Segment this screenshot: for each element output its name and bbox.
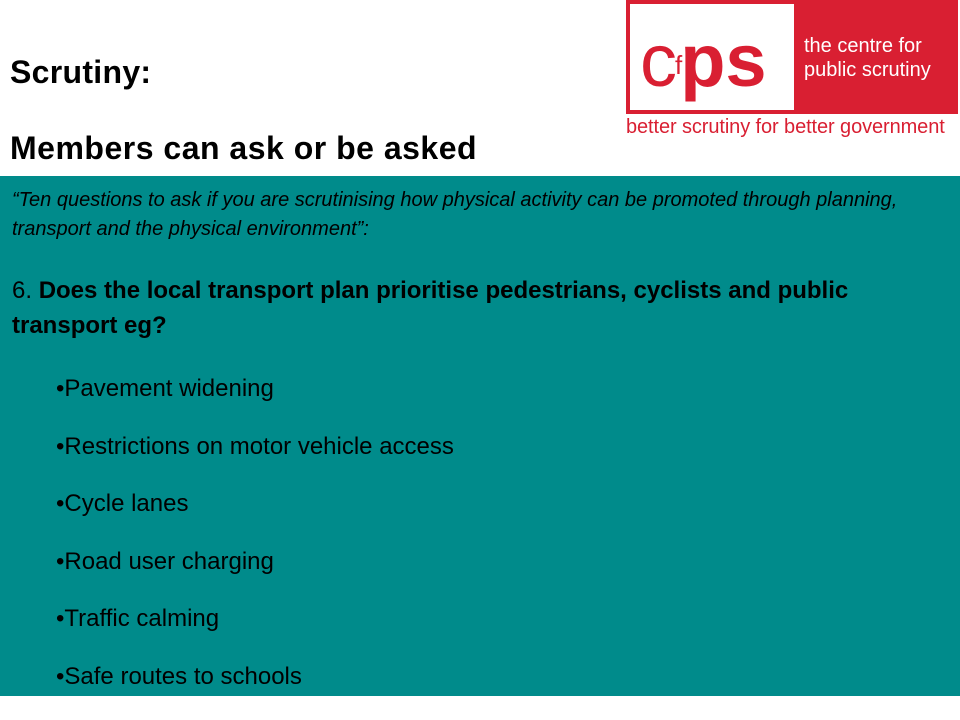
logo-name-line1: the centre for (804, 35, 922, 57)
question-text (12, 273, 932, 343)
list-item: • Traffic calming (56, 599, 454, 657)
list-item: • Restrictions on motor vehicle access (56, 427, 454, 485)
list-item: • Pavement widening (56, 369, 454, 427)
list-item: • Road user charging (56, 542, 454, 600)
logo-mark: $c^fps$ (640, 19, 767, 102)
logo-tagline: better scrutiny for better government (626, 116, 945, 138)
cfps-logo (626, 0, 960, 148)
logo-red-box (626, 0, 958, 114)
question-body: Does the local transport plan prioritise pedestrians, cyclists and public transport eg? (12, 277, 849, 339)
question-number: 6. (12, 277, 33, 304)
slide-title: Scrutiny: (10, 54, 152, 90)
list-item: • Safe routes to schools (56, 657, 454, 715)
logo-organisation-name (804, 34, 931, 82)
logo-mark-area (630, 4, 794, 110)
list-item: • Cycle lanes (56, 484, 454, 542)
slide-subtitle: Members can ask or be asked (10, 130, 478, 166)
logo-name-line2: public scrutiny (804, 59, 931, 81)
bullet-list (56, 369, 454, 715)
intro-quote: “Ten questions to ask if you are scrutinising how physical activity can be promoted through planning, transport and the physical environment”: (12, 189, 898, 240)
